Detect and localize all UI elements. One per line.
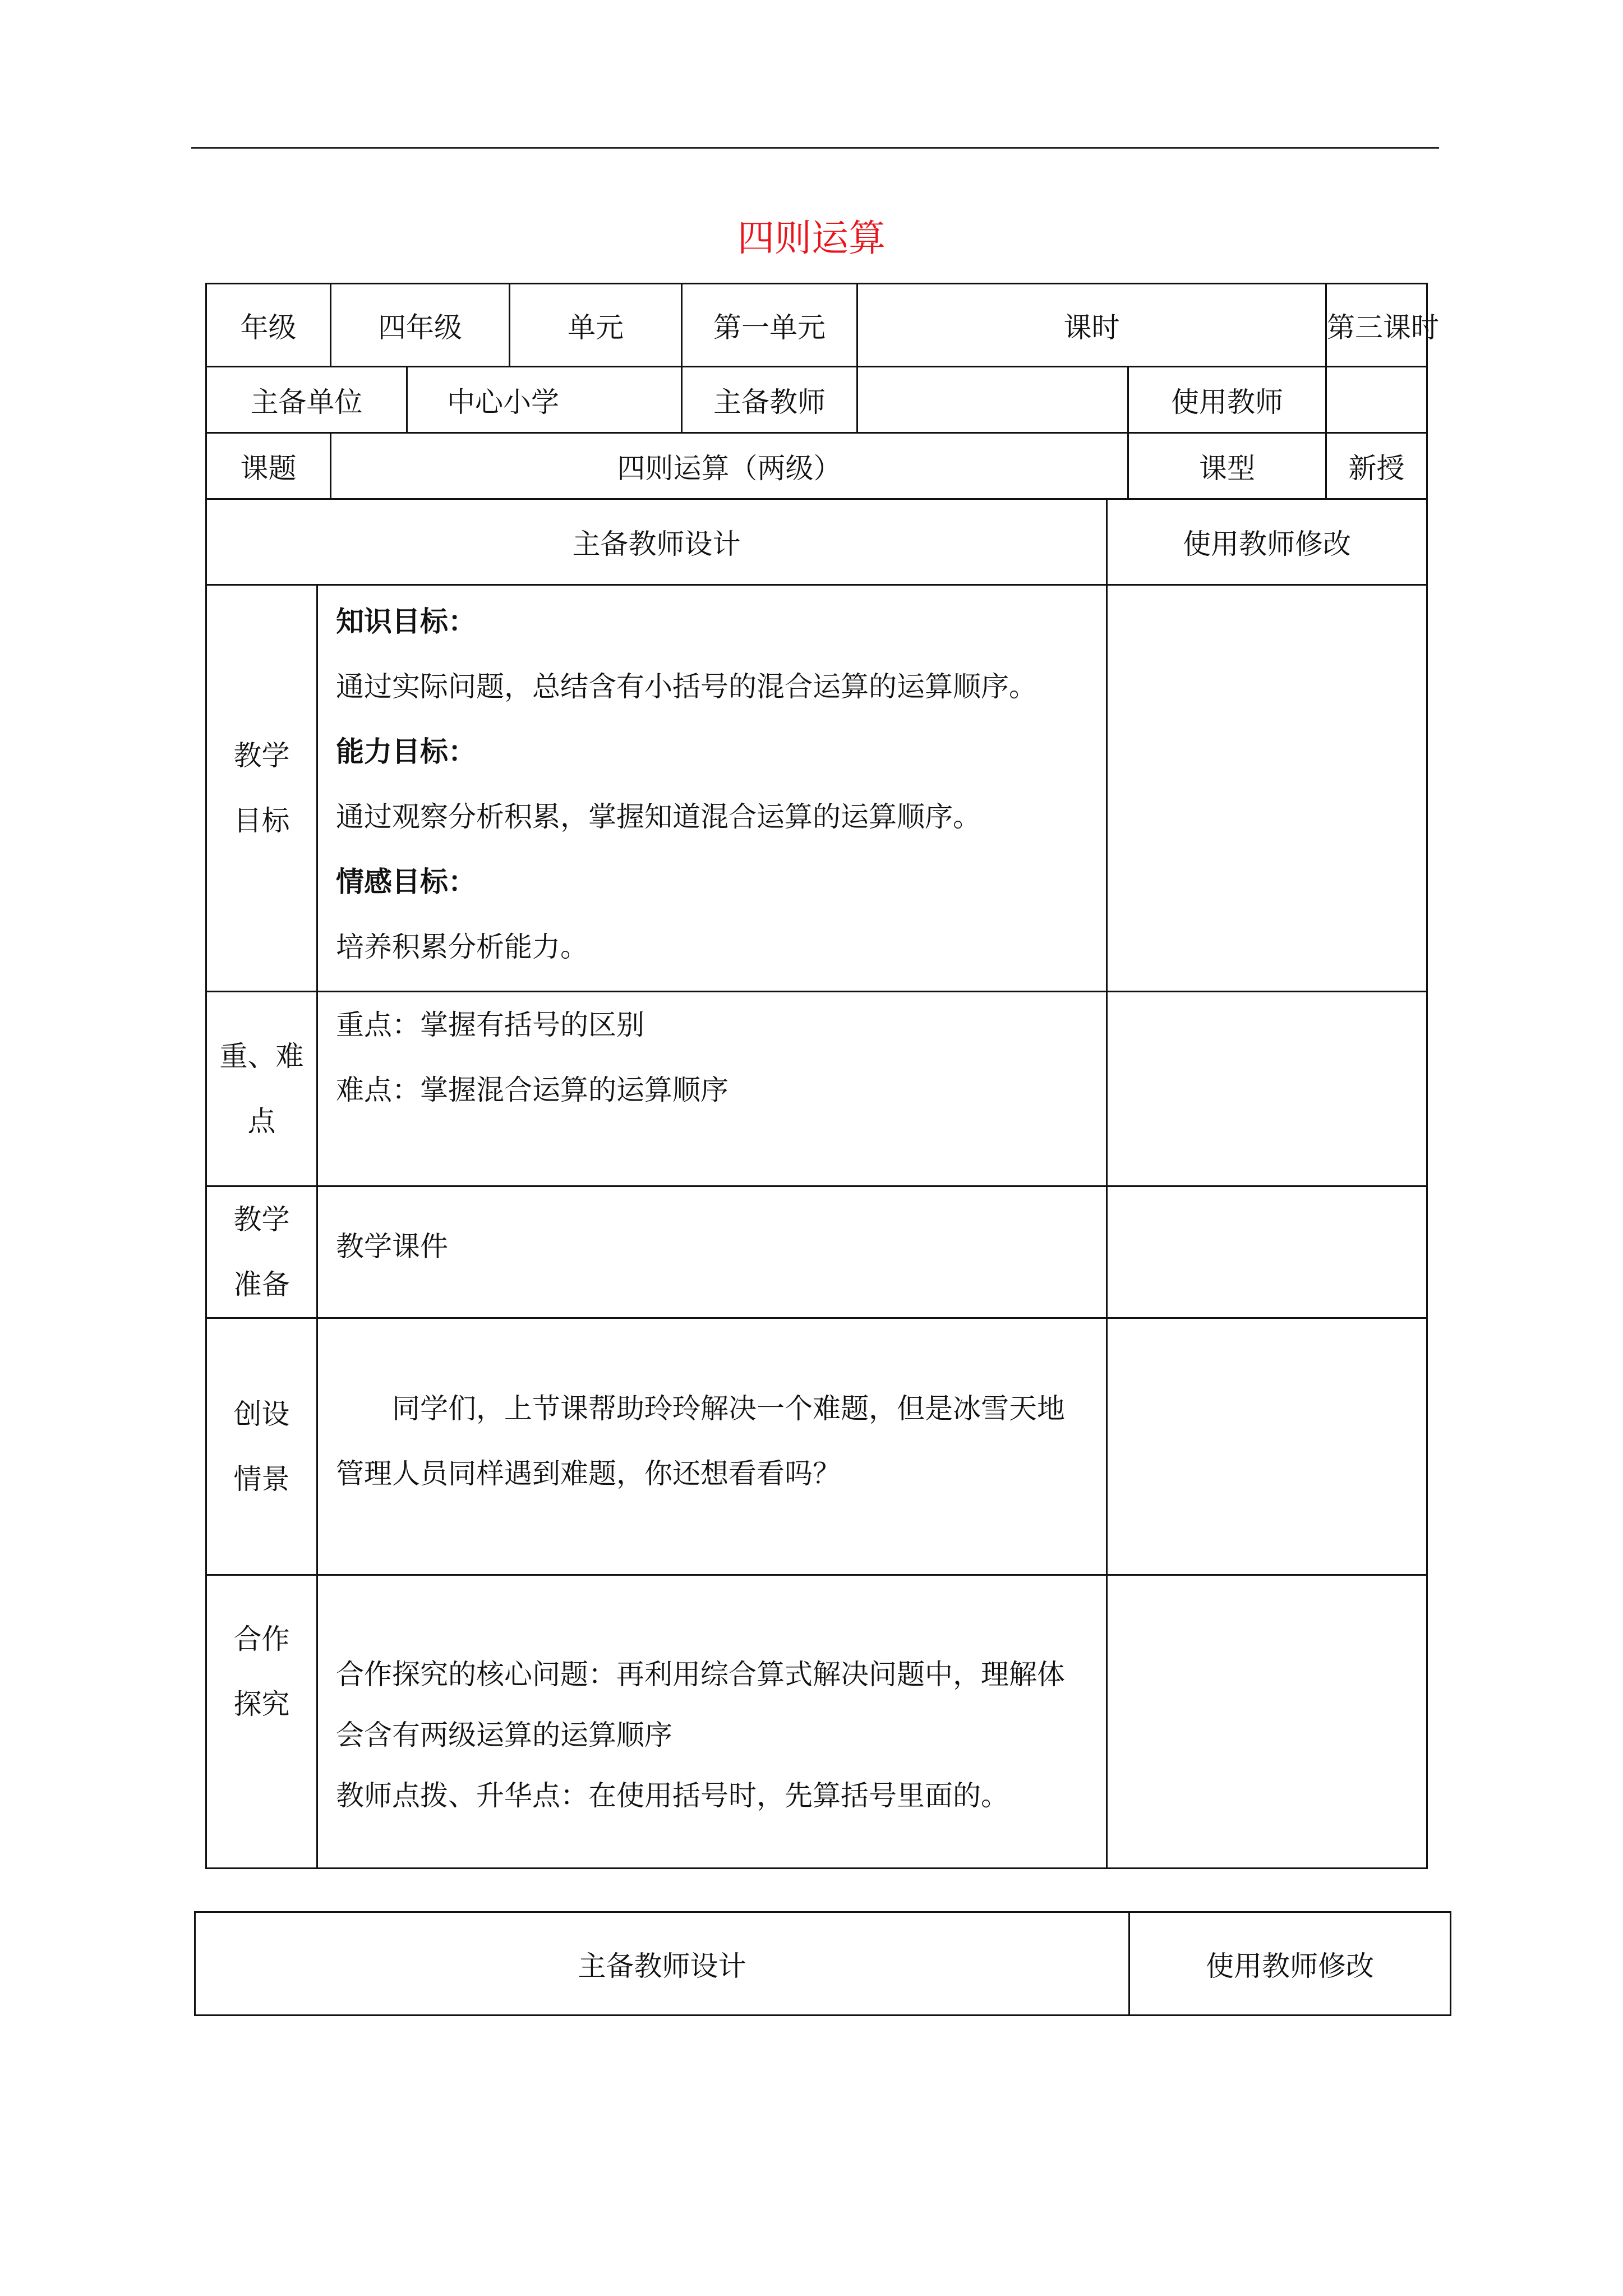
continuation-revise-header: 使用教师修改: [1129, 1912, 1451, 2016]
scenario-label: 创设 情景: [206, 1318, 317, 1575]
ability-goal-text: 通过观察分析积累，掌握知道混合运算的运算顺序。: [336, 800, 981, 833]
scenario-line-2: 管理人员同样遇到难题，你还想看看吗？: [336, 1457, 841, 1490]
school-value: 中心小学: [407, 367, 682, 433]
grade-label: 年级: [206, 284, 331, 367]
scenario-content: [317, 1318, 1107, 1575]
knowledge-goal-heading: 知识目标：: [336, 605, 476, 638]
lead-teacher-value: [857, 367, 1128, 433]
page-title: 四则运算: [737, 217, 886, 260]
unit-value: 第一单元: [682, 284, 857, 367]
ability-goal-heading: 能力目标：: [336, 735, 476, 768]
lead-teacher-label: 主备教师: [682, 367, 857, 433]
emotion-goal-text: 培养积累分析能力。: [336, 931, 588, 963]
key-points-label: 重、难 点: [206, 992, 317, 1186]
preparation-text: 教学课件: [336, 1230, 448, 1263]
period-label: 课时: [857, 284, 1326, 367]
explore-line-2: 会含有两级运算的运算顺序: [336, 1719, 672, 1751]
scenario-row: [206, 1318, 1427, 1575]
lesson-plan-table: [205, 498, 1428, 1869]
design-column-header: 主备教师设计: [206, 499, 1107, 585]
lesson-info-table: [205, 283, 1439, 500]
school-label: 主备单位: [206, 367, 407, 433]
explore-label: 合作 探究: [206, 1575, 317, 1869]
preparation-row: [206, 1186, 1427, 1318]
goals-label: 教学 目标: [206, 585, 317, 992]
goals-content: [317, 585, 1107, 992]
emotion-goal-heading: 情感目标：: [336, 865, 476, 898]
preparation-content: [317, 1186, 1107, 1318]
continuation-table: [194, 1911, 1451, 2016]
explore-row: [206, 1575, 1427, 1869]
key-point-text: 重点：掌握有括号的区别: [336, 1009, 644, 1041]
goals-row: [206, 585, 1427, 992]
goals-revise-cell: [1107, 585, 1427, 992]
period-value: 第三课时: [1326, 284, 1427, 367]
key-points-content: [317, 992, 1107, 1186]
topic-label: 课题: [206, 433, 331, 499]
explore-line-1: 合作探究的核心问题：再利用综合算式解决问题中，理解体: [336, 1658, 1065, 1691]
grade-value: 四年级: [331, 284, 510, 367]
difficult-point-text: 难点：掌握混合运算的运算顺序: [336, 1074, 728, 1106]
topic-value: 四则运算（两级）: [331, 433, 1128, 499]
revise-column-header: 使用教师修改: [1107, 499, 1427, 585]
scenario-line-1: 同学们，上节课帮助玲玲解决一个难题，但是冰雪天地: [392, 1392, 1065, 1425]
key-points-row: [206, 992, 1427, 1186]
key-points-revise-cell: [1107, 992, 1427, 1186]
scenario-revise-cell: [1107, 1318, 1427, 1575]
continuation-design-header: 主备教师设计: [195, 1912, 1129, 2016]
explore-line-3: 教师点拨、升华点：在使用括号时，先算括号里面的。: [336, 1779, 1009, 1812]
header-rule: [191, 147, 1439, 149]
knowledge-goal-text: 通过实际问题，总结含有小括号的混合运算的运算顺序。: [336, 670, 1037, 703]
explore-content: [317, 1575, 1107, 1869]
type-label: 课型: [1128, 433, 1326, 499]
preparation-revise-cell: [1107, 1186, 1427, 1318]
explore-revise-cell: [1107, 1575, 1427, 1869]
unit-label: 单元: [510, 284, 682, 367]
using-teacher-value: [1326, 367, 1427, 433]
using-teacher-label: 使用教师: [1128, 367, 1326, 433]
preparation-label: 教学 准备: [206, 1186, 317, 1318]
type-value: 新授: [1326, 433, 1427, 499]
